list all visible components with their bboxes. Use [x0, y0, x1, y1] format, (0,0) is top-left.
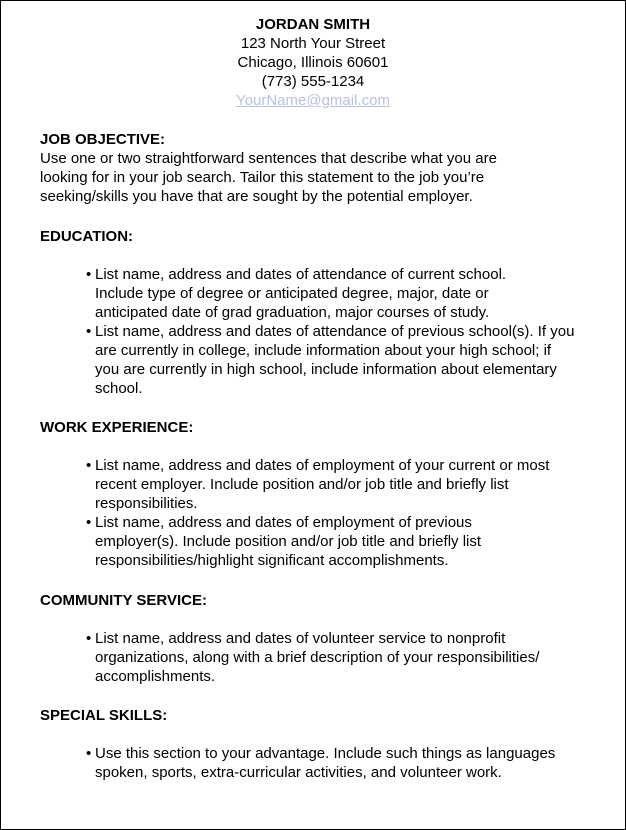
work-item-text: List name, address and dates of employment of previous employer(s). Include position and/or job title and briefly list responsibilities/highlight significant accomplishments. [95, 514, 482, 569]
work-experience-section [40, 418, 600, 570]
contact-header [1, 15, 625, 110]
education-heading: EDUCATION: [40, 228, 134, 245]
applicant-name: JORDAN SMITH [255, 16, 371, 33]
job-objective-text: Use one or two straightforward sentences that describe what you are looking for in your job search. Tailor this statement to the job you’re seeking/skills you have that are sought by the potential employer. [40, 150, 497, 205]
bullet-icon: • [86, 266, 92, 283]
education-item-text: List name, address and dates of attendance of previous school(s). If you are currently in college, include information about your high school; if you are currently in high school, include information about elementary school. [95, 323, 575, 397]
city-state-zip: Chicago, Illinois 60601 [237, 54, 389, 71]
list-item [40, 629, 585, 686]
job-objective-section [40, 130, 600, 206]
bullet-icon: • [86, 745, 92, 762]
work-experience-list [40, 456, 600, 570]
special-skills-section [40, 706, 600, 782]
list-item [40, 322, 579, 398]
skills-item-text: Use this section to your advantage. Include such things as languages spoken, sports, extra-curricular activities, and volunteer work. [95, 745, 556, 781]
work-experience-heading: WORK EXPERIENCE: [40, 419, 194, 436]
work-item-text: List name, address and dates of employment of your current or most recent employer. Include position and/or job title and briefly list responsibilities. [95, 457, 550, 512]
phone-number: (773) 555-1234 [261, 73, 365, 90]
list-item [40, 265, 542, 322]
job-objective-heading: JOB OBJECTIVE: [40, 131, 166, 148]
community-service-section [40, 591, 600, 686]
list-item [40, 456, 559, 513]
special-skills-heading: SPECIAL SKILLS: [40, 707, 168, 724]
education-section [40, 227, 600, 398]
list-item [40, 513, 527, 570]
bullet-icon: • [86, 514, 92, 531]
community-item-text: List name, address and dates of volunteer service to nonprofit organizations, along with a brief description of your responsibilities/ accomplishments. [95, 630, 540, 685]
bullet-icon: • [86, 630, 92, 647]
bullet-icon: • [86, 323, 92, 340]
community-service-list [40, 629, 600, 686]
education-list [40, 265, 600, 398]
community-service-heading: COMMUNITY SERVICE: [40, 592, 207, 609]
bullet-icon: • [86, 457, 92, 474]
list-item [40, 744, 575, 782]
email-link[interactable]: YourName@gmail.com [236, 92, 390, 109]
education-item-text: List name, address and dates of attendance of current school. Include type of degree or anticipated degree, major, date or anticipated date of grad graduation, major courses of study. [95, 266, 507, 321]
street-address: 123 North Your Street [240, 35, 386, 52]
special-skills-list [40, 744, 600, 782]
